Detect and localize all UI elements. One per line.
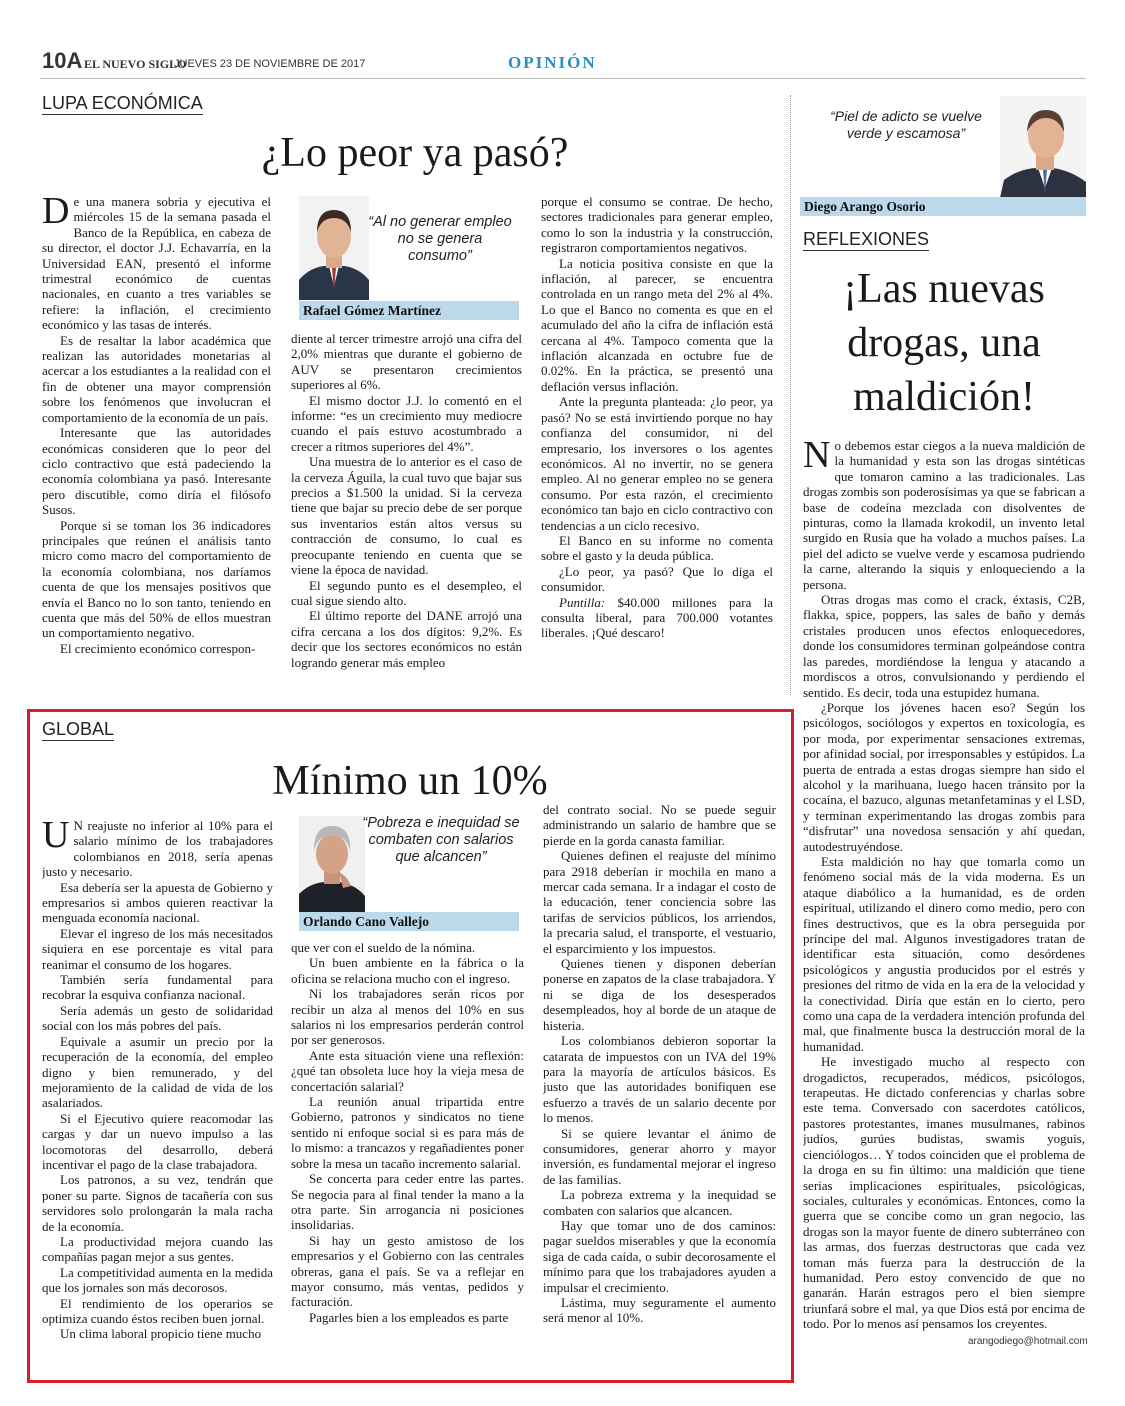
header-divider (40, 78, 1086, 79)
paragraph: Si se quiere levantar el ánimo de consumidores, generar ahorro y mayor inversión, es fundamental mejorar el ingreso de las familias. (543, 1125, 776, 1187)
paragraph: porque el consumo se contrae. De hecho, sectores tradicionales para generar empleo, como lo son la industria y la construcción, registraron comportamientos negativos. (541, 194, 773, 256)
paragraph: El mismo doctor J.J. lo comentó en el informe: “es un crecimiento muy mediocre cuando el país estuvo acostumbrado a crecer a ritmos superiores del 4%”. (291, 392, 522, 454)
article2-column-3 (543, 802, 776, 1350)
paragraph: Se concerta para ceder entre las partes. Se negocia para al final tender la mano a la otra parte. Sin arrogancia ni posiciones insolidarias. (291, 1171, 524, 1233)
paragraph: o debemos estar ciegos a la nueva maldición de la humanidad y esta son las drogas sintéticas que tomaron camino a las tradicionales. Las drogas zombis son poderosísimas ya que se fabrican a base de codeína mezclada con disolventes de pinturas, como la llamada krokodil, un invento letal surgido en Rusia que ha volado a muchos países. La piel del adicto se vuelve verde y escamosa pudriendo la carne, alterando la siquis y enloqueciendo a la persona. (803, 438, 1085, 592)
paragraph: Si hay un gesto amistoso de los empresarios y el Gobierno con las centrales obreras, gana el país. Se va a reflejar en mayor consumo, más ventas, pedidos y facturación. (291, 1232, 524, 1310)
paragraph: Un clima laboral propicio tiene mucho (60, 1326, 262, 1342)
article2-author: Orlando Cano Vallejo (299, 912, 519, 931)
column-divider (790, 95, 791, 695)
author-photo-orlando (299, 816, 365, 912)
paragraph: Esta maldición no hay que tomarla como un fenómeno social más de la vida moderna. Es un ataque diabólico a la humanidad, es de orden espiritual, utilizando el dinero como medio, pero con fines destructivos, que es la obra perseguida por príncipe del mal. Algunos investigadores tratan de identificar esta situación, como desórdenes psicológicos y angustia producidos por el estrés y presiones del ritmo de vida en la era de la velocidad y la conectividad. Diría que están en lo cierto, pero como una capa de la verdadera intención profunda del mal, que finalmente busca la destrucción moral de la humanidad. (803, 853, 1085, 1054)
paragraph: Otras drogas mas como el crack, éxtasis, C2B, flakka, spice, poppers, las sales de baño y demás cristales producen unos efectos enloquecedores, donde los consumidores terminan golpeándose contra las paredes, mordiéndose la lengua y atacando a mordiscos a otros, convulsionando y perdiendo el sentido. Es decir, toda una estupidez humana. (803, 592, 1085, 700)
paragraph: e una manera sobria y ejecutiva el miércoles 15 de la semana pasada el Banco de la República, en cabeza de su director, el doctor J.J. Echavarría, en la Universidad EAN, presentó el informe trimestral económico de cuentas nacionales, en cuanto a tres variables se refiere: la inflación, el crecimiento económico y las tasas de interés. (42, 194, 271, 333)
dropcap: U (42, 818, 70, 856)
newspaper-name: EL NUEVO SIGLO (84, 57, 187, 71)
paragraph: El crecimiento económico correspon- (60, 640, 256, 656)
paragraph: Lástima, muy seguramente el aumento será menor al 10%. (543, 1295, 776, 1326)
puntilla-paragraph (541, 595, 773, 641)
paragraph: Ni los trabajadores serán ricos por recibir un alza al menos del 10% en sus salarios ni los empresarios perderán control por ser generosos. (291, 986, 524, 1048)
paragraph: Interesante que las autoridades económicas consideren que lo peor del ciclo contractivo que está padeciendo la economía colombiana ya pasó. Interesante pero discutible, como diría el filósofo Susos. (42, 425, 271, 518)
portrait-icon (299, 816, 365, 912)
paragraph: Es de resaltar la labor académica que realizan las autoridades monetarias al acercar a los estudiantes a la realidad con el fin de obtener una mayor comprensión sobre los fenómenos que involucran el comportamiento de la economía de un país. (42, 332, 271, 425)
article2-section-label: GLOBAL (42, 719, 115, 739)
paragraph: Ante esta situación viene una reflexión: ¿qué tan obsoleta luce hoy la vieja mesa de concertación salarial? (291, 1047, 524, 1094)
paragraph: diente al tercer trimestre arrojó una cifra del 2,0% mientras que durante el gobierno de AUV se presentaron crecimientos superiores al 6%. (291, 331, 522, 393)
paragraph: La noticia positiva consiste en que la inflación, al parecer, se encuentra controlada en un rango meta del 2% al 4%. Lo que el Banco no comenta es que en el acumulado del año la cifra de inflación está cercana al 4%. Tampoco comenta que la inflación alcanzada en octubre fue de 0.02%. En la práctica, se presentó una deflación versus inflación. (541, 255, 773, 394)
article1-section-label: LUPA ECONÓMICA (42, 93, 203, 113)
article1-author: Rafael Gómez Martínez (299, 301, 519, 320)
paragraph: ¿Porque los jóvenes hacen eso? Según los psicólogos, sociólogos y expertos en toxicología, es por moda, por experimentar sensaciones extremas, por afinidad social, por irresponsables y estúpidos. La puerta de entrada a estas drogas siempre han sido el alcohol y la marihuana, luego hacen tránsito por la cocaína, el bazuco, algunas metanfetaminas y el LSD, y terminan experimentando las drogas zombis para “disfrutar” una novedosa sensación y ahí quedan, autodestruyéndose. (803, 699, 1085, 854)
paragraph: que ver con el sueldo de la nómina. (291, 940, 476, 955)
article3-headline: ¡Las nuevas drogas, una maldición! (843, 266, 1045, 420)
article1-column-3 (541, 194, 773, 684)
author-photo-rafael (299, 196, 369, 300)
article2-column-2 (291, 940, 524, 1350)
paragraph: Equivale a asumir un precio por la recuperación de la economía, del empleo digno y bien remunerado, y del mejoramiento de la calidad de vida de los asalariados. (42, 1033, 273, 1111)
paragraph: Si el Ejecutivo quiere reacomodar las cargas y dar un nuevo impulso a las locomotoras del desarrollo, deberá incentivar el pago de la clase trabajadora. (42, 1110, 273, 1172)
puntilla-label: Puntilla: (559, 594, 606, 610)
paragraph: He investigado mucho al respecto con drogadictos, recuperados, médicos, psicólogos, terapeutas. He dictado conferencias y charlas sobre este tema. Conversado con sacerdotes católicos, pastores protestantes, imanes musulmanes, rabinos judíos, gurúes budistas, swamis yoguis, cienciólogos… Y todos coinciden que el problema de la droga en su fin último: una maldición que tiene serias implicaciones espirituales, psicológicas, sociales, culturales y económicas. Entonces, como la guerra que se concibe como un gran negocio, las drogas son la mayor fuente de dinero subterráneo con las armas, dos fuerzas destructoras que cada vez toman más fuerza para la destrucción de la humanidad. Pero estoy convencido de que no ganarán. Harán estragos pero el bien siempre triunfará sobre el mal, ya que Dios está por encima de todo. Por lo menos así pensamos los creyentes. (803, 1054, 1085, 1331)
page-number: 10A (42, 48, 83, 73)
article3-body (803, 438, 1085, 1331)
article3-pull-quote: “Piel de adicto se vuelve verde y escamosa” (830, 108, 982, 141)
article1-column-2 (291, 331, 522, 684)
article2-pull-quote: “Pobreza e inequidad se combaten con salarios que alcancen” (362, 815, 520, 865)
paragraph: La competitividad aumenta en la medida que los jornales son más decorosos. (42, 1264, 273, 1296)
paragraph: Sería además un gesto de solidaridad social con los más pobres del país. (42, 1002, 273, 1034)
paragraph: Esa debería ser la apuesta de Gobierno y empresarios si ambos quieren reactivar la menguada economía nacional. (42, 879, 273, 926)
dropcap: D (42, 194, 70, 232)
article3-author: Diego Arango Osorio (800, 197, 1086, 216)
paragraph: del contrato social. No se puede seguir administrando un salario de hambre que se pierde en la gorda canasta familiar. (543, 802, 776, 848)
portrait-icon (299, 196, 369, 300)
paragraph: También sería fundamental para recobrar la esquiva confianza nacional. (42, 972, 273, 1003)
paragraph: Quienes tienen y disponen deberían ponerse en zapatos de la clase trabajadora. Y ni se diga de los desesperados desempleados, hoy al borde de un ataque de histeria. (543, 956, 776, 1033)
paragraph: La productividad mejora cuando las compañías pagan mejor a sus gentes. (42, 1233, 273, 1265)
article1-pull-quote: “Al no generar empleo no se genera consumo” (368, 214, 512, 264)
author-photo-diego (1000, 96, 1086, 198)
article1-column-1 (42, 194, 271, 684)
paragraph: Los patronos, a su vez, tendrán que poner su parte. Signos de tacañería con sus servidores solo prolongarán la mala racha de la economía. (42, 1172, 273, 1234)
article2-headline: Mínimo un 10% (272, 758, 548, 804)
paragraph: ¿Lo peor, ya pasó? Que lo diga el consumidor. (541, 563, 773, 595)
article3-section-label: REFLEXIONES (803, 229, 930, 249)
portrait-icon (1000, 96, 1086, 198)
paragraph: El Banco en su informe no comenta sobre el gasto y la deuda pública. (541, 532, 773, 564)
paragraph: El segundo punto es el desempleo, el cual sigue siendo alto. (291, 577, 522, 608)
paragraph: El rendimiento de los operarios se optimiza cuando éstos reciben buen jornal. (42, 1295, 273, 1326)
article1-headline: ¿Lo peor ya pasó? (261, 130, 569, 176)
paragraph: El último reporte del DANE arrojó una cifra cercana a los dos dígitos: 9,2%. Es decir que los sectores económicos no están logrando generar más empleo (291, 608, 522, 670)
paragraph: Un buen ambiente en la fábrica o la oficina se relaciona mucho con el ingreso. (291, 955, 524, 986)
section-title: OPINIÓN (508, 53, 597, 72)
paragraph: Ante la pregunta planteada: ¿lo peor, ya pasó? No se está invirtiendo porque no hay confianza del consumidor, ni del empresario, los inversores o los agentes económicos. Al no invertir, no se genera empleo. Al no generar empleo no se genera consumo. Por esta razón, el crecimiento económico tan bajo en ciclo contractivo con tendencias a un ciclo recesivo. (541, 394, 773, 533)
article2-column-1 (42, 818, 273, 1348)
paragraph: La reunión anual tripartida entre Gobierno, patronos y sindicatos no tiene sentido ni enfoque social si es para más de lo mismo: a trancazos y regañadientes poner sobre la mesa un tacaño incremento salarial. (291, 1094, 524, 1171)
paragraph: Porque si se toman los 36 indicadores principales que reúnen el análisis tanto micro como macro del comportamiento de la economía colombiana, nos daríamos cuenta de que los mensajes positivos que envía el Banco no lo son tanto, teniendo en cuenta que más del 50% de ellos muestran un comportamiento negativo. (42, 517, 271, 641)
paragraph: Elevar el ingreso de los más necesitados siquiera en ese porcentaje es vital para reanimar el consumo de los hogares. (42, 925, 273, 972)
paragraph: Quienes definen el reajuste del mínimo para 2918 deberían ir mochila en mano a mercar cada semana. Ir a indagar el costo de la educación, tener conciencia sobre las tarifas de servicios públicos, los arriendos, la precaria salud, el transporte, el vestuario, el esparcimiento y los impuestos. (543, 848, 776, 956)
paragraph: Los colombianos debieron soportar la catarata de impuestos con un IVA del 19% para la mayoría de artículos básicos. Es justo que las autoridades bonifiquen ese esfuerzo a través de un salario decente por lo menos. (543, 1033, 776, 1126)
paragraph: Una muestra de lo anterior es el caso de la cerveza Águila, la cual tuvo que bajar sus precios a $1.500 la unidad. Si la cerveza tiene que bajar su precio debe de ser porque sus inventarios están altos versus su contracción de consumo, lo cual es preocupante teniendo en cuenta que se viene la época de navidad. (291, 454, 522, 578)
author-email: arangodiego@hotmail.com (968, 1336, 1088, 1347)
paragraph: N reajuste no inferior al 10% para el salario mínimo de los trabajadores colombianos en 2018, sería apenas justo y necesario. (42, 818, 273, 880)
puntilla-text: $40.000 millones para la consulta liberal, para 700.000 votantes liberales. ¡Qué descaro! (541, 594, 773, 641)
dropcap: N (803, 438, 831, 476)
paragraph: Pagarles bien a los empleados es parte (309, 1309, 509, 1325)
issue-date: JUEVES 23 DE NOVIEMBRE DE 2017 (174, 58, 366, 70)
paragraph: La pobreza extrema y la inequidad se combaten con salarios que alcancen. (543, 1187, 776, 1218)
paragraph: Hay que tomar uno de dos caminos: pagar sueldos miserables y que la economía siga de cada caída, o subir decorosamente el mínimo para que los trabajadores ayuden a impulsar el crecimiento. (543, 1217, 776, 1295)
